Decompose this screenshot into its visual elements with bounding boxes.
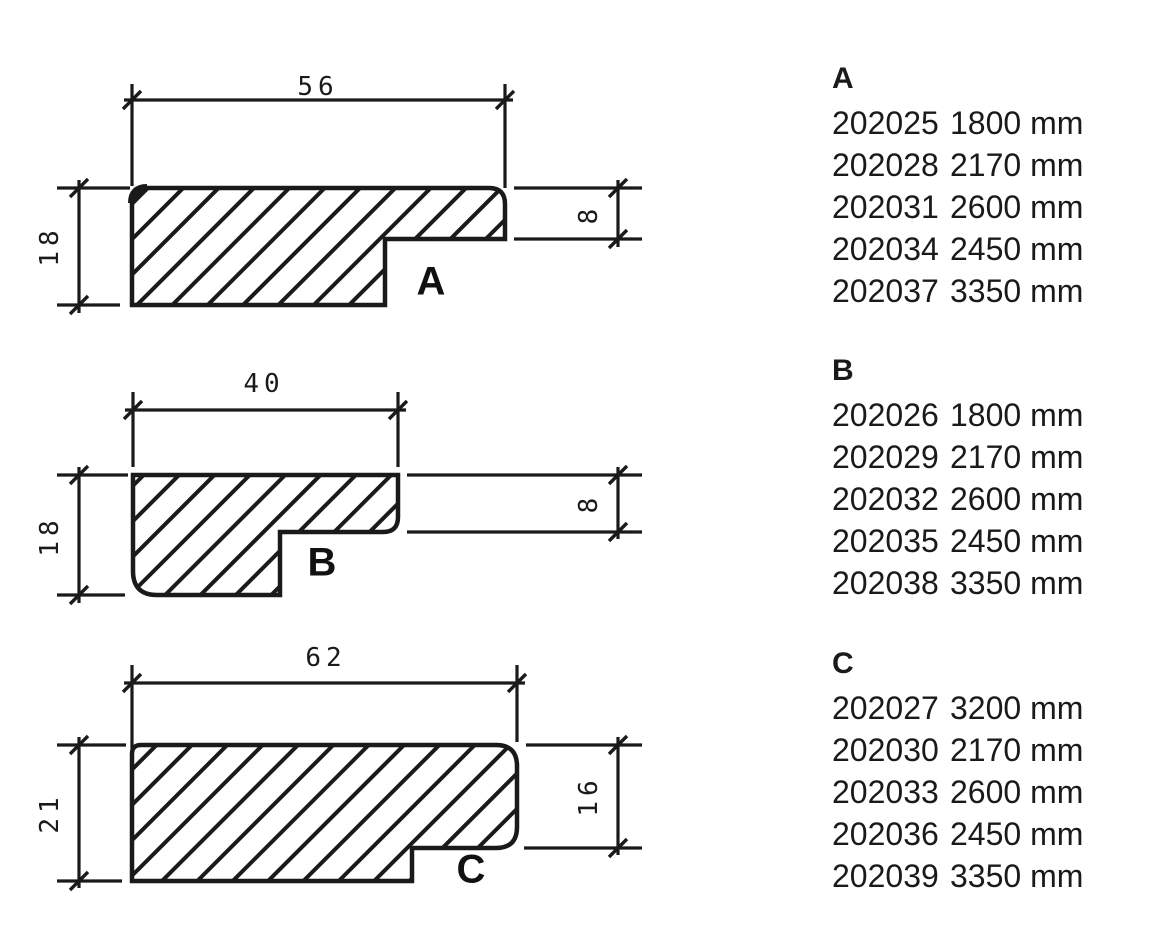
profile-c-label: C (456, 847, 486, 892)
article-row (832, 687, 1142, 729)
profile-a-cross-section (132, 188, 505, 305)
profile-a-drawing (57, 84, 642, 314)
article-length: 2170 mm (950, 732, 1084, 768)
article-length: 2450 mm (950, 816, 1084, 852)
article-number: 202025 (832, 105, 939, 141)
profile-c-width-dimension: 62 (305, 643, 347, 673)
article-row (832, 228, 1142, 270)
article-row (832, 478, 1142, 520)
profile-b-height-dimension: 18 (35, 515, 65, 557)
article-length: 3350 mm (950, 858, 1084, 894)
article-length: 3350 mm (950, 565, 1084, 601)
article-length: 2450 mm (950, 523, 1084, 559)
profile-b-tongue-dimension: 8 (574, 492, 604, 514)
article-length: 2600 mm (950, 774, 1084, 810)
profile-c-tongue-dimension: 16 (574, 775, 604, 817)
profile-c-height-dimension: 21 (35, 792, 65, 834)
article-length: 2600 mm (950, 189, 1084, 225)
profile-c-drawing (57, 665, 642, 890)
article-row (832, 186, 1142, 228)
article-number: 202026 (832, 397, 939, 433)
article-length: 3350 mm (950, 273, 1084, 309)
article-number: 202038 (832, 565, 939, 601)
profile-a-tongue-dimension: 8 (574, 203, 604, 225)
article-row (832, 144, 1142, 186)
profile-a-width-dimension: 56 (297, 72, 339, 102)
article-row (832, 562, 1142, 604)
profile-b-cross-section (133, 475, 398, 595)
article-row (832, 771, 1142, 813)
article-number: 202029 (832, 439, 939, 475)
article-row (832, 436, 1142, 478)
profile-b-drawing (57, 392, 642, 604)
section-heading: B (832, 354, 854, 387)
article-number: 202027 (832, 690, 939, 726)
profile-b-label: B (307, 540, 337, 585)
article-number: 202039 (832, 858, 939, 894)
article-number: 202034 (832, 231, 939, 267)
article-list-section-c (832, 641, 1142, 897)
article-row (832, 520, 1142, 562)
article-number: 202036 (832, 816, 939, 852)
article-number: 202028 (832, 147, 939, 183)
article-number: 202037 (832, 273, 939, 309)
article-length: 3200 mm (950, 690, 1084, 726)
article-number: 202032 (832, 481, 939, 517)
article-length: 2170 mm (950, 439, 1084, 475)
article-row (832, 855, 1142, 897)
article-row (832, 394, 1142, 436)
article-row (832, 102, 1142, 144)
article-length: 2170 mm (950, 147, 1084, 183)
article-row (832, 729, 1142, 771)
profile-a-label: A (416, 259, 446, 304)
article-row (832, 813, 1142, 855)
article-length: 1800 mm (950, 105, 1084, 141)
section-heading: A (832, 62, 854, 95)
article-number: 202033 (832, 774, 939, 810)
article-list-section-b (832, 348, 1142, 604)
article-number: 202035 (832, 523, 939, 559)
article-row (832, 270, 1142, 312)
section-heading: C (832, 647, 854, 680)
profile-a-height-dimension: 18 (35, 225, 65, 267)
article-number: 202031 (832, 189, 939, 225)
article-number: 202030 (832, 732, 939, 768)
article-list-section-a (832, 56, 1142, 312)
profile-b-width-dimension: 40 (243, 369, 285, 399)
article-length: 2450 mm (950, 231, 1084, 267)
article-length: 1800 mm (950, 397, 1084, 433)
article-length: 2600 mm (950, 481, 1084, 517)
